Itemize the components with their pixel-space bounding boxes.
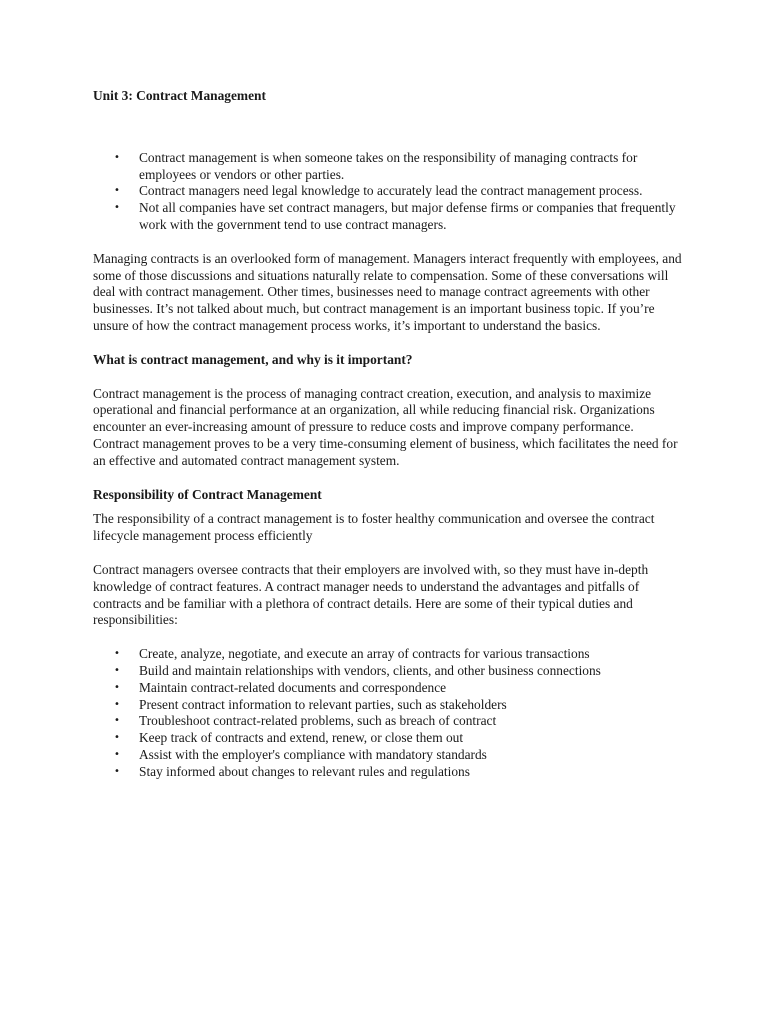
duty-bullet: • Keep track of contracts and extend, renew, or close them out: [93, 730, 683, 747]
intro-bullet: • Contract management is when someone takes on the responsibility of managing contracts for employees or vendors or other parties.: [93, 150, 683, 184]
section-heading-responsibility: Responsibility of Contract Management: [93, 486, 322, 502]
document-content: [93, 88, 683, 781]
duties-bullet-list: [93, 646, 683, 780]
responsibility-paragraph-1: The responsibility of a contract management is to foster healthy communication and oversee the contract lifecycle management process efficiently: [93, 511, 655, 544]
duty-bullet: • Maintain contract-related documents and correspondence: [93, 680, 683, 697]
what-paragraph: Contract management is the process of managing contract creation, execution, and analysis to maximize operational and financial performance at an organization, all while reducing financial risk. Organizations encounter an ever-increasing amount of pressure to reduce costs and improve company performance. Contract management proves to be a very time-consuming element of business, which facilitates the need for an effective and automated contract management system.: [93, 385, 678, 468]
intro-paragraph: Managing contracts is an overlooked form of management. Managers interact frequently with employees, and some of those discussions and situations naturally relate to compensation. Some of these conversations will deal with contract management. Other times, businesses need to manage contract agreements with other businesses. It’s not talked about much, but contract management is an important business topic. If you’re unsure of how the contract management process works, it’s important to understand the basics.: [93, 250, 682, 333]
duty-bullet: • Build and maintain relationships with vendors, clients, and other business connections: [93, 663, 683, 680]
intro-bullet: • Contract managers need legal knowledge to accurately lead the contract management process.: [93, 183, 683, 200]
intro-bullet: • Not all companies have set contract managers, but major defense firms or companies that frequently work with the government tend to use contract managers.: [93, 200, 683, 234]
responsibility-paragraph-2: Contract managers oversee contracts that their employers are involved with, so they must have in-depth knowledge of contract features. A contract manager needs to understand the advantages and pitfalls of contracts and be familiar with a plethora of contract details. Here are some of their typical duties and responsibilities:: [93, 561, 649, 628]
duty-bullet: • Present contract information to relevant parties, such as stakeholders: [93, 697, 683, 714]
document-title: Unit 3: Contract Management: [93, 88, 266, 103]
duty-bullet: • Stay informed about changes to relevant rules and regulations: [93, 764, 683, 781]
duty-bullet: • Troubleshoot contract-related problems, such as breach of contract: [93, 713, 683, 730]
section-heading-what: What is contract management, and why is it important?: [93, 351, 413, 367]
intro-bullet-list: [93, 150, 683, 234]
duty-bullet: • Assist with the employer's compliance with mandatory standards: [93, 747, 683, 764]
duty-bullet: • Create, analyze, negotiate, and execute an array of contracts for various transactions: [93, 646, 683, 663]
